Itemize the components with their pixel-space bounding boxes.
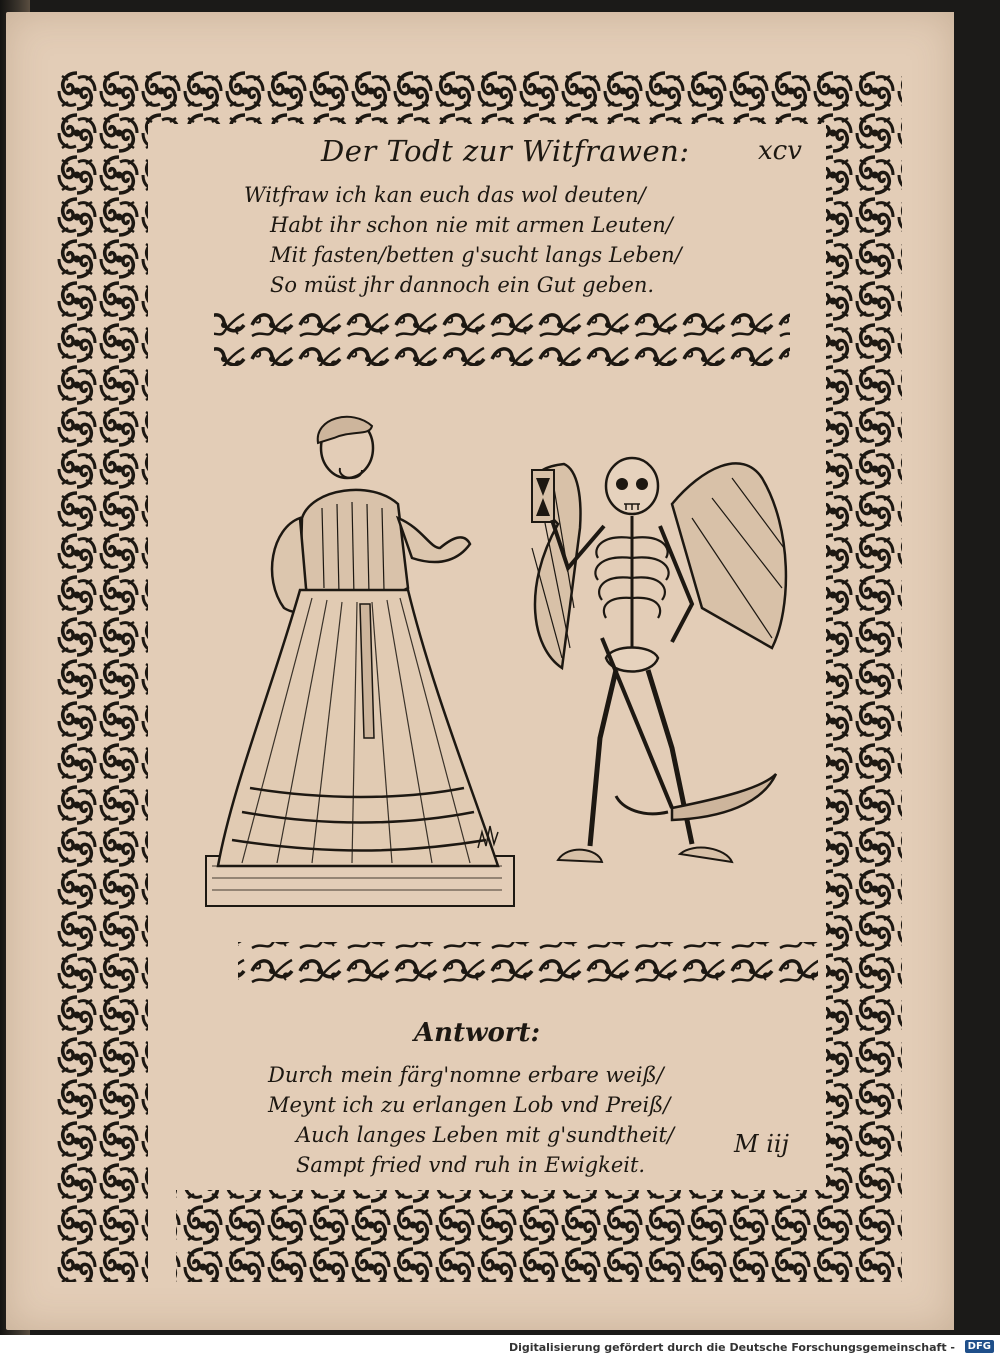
- verse-line: Witfraw ich kan euch das wol deuten/: [244, 183, 646, 207]
- footer-bar: [0, 1335, 1000, 1360]
- folio-number: xcv: [758, 136, 802, 166]
- signature-mark: M iij: [734, 1130, 789, 1158]
- verse-line: Durch mein färg'nomne erbare weiß/: [268, 1063, 664, 1087]
- running-head: Der Todt zur Witfrawen:: [321, 134, 690, 168]
- verse-line: Mit fasten/betten g'sucht langs Leben/: [270, 243, 682, 267]
- death-verse: [244, 180, 682, 300]
- dfg-logo[interactable]: DFG: [965, 1340, 994, 1353]
- woodcut-illustration: [202, 408, 802, 928]
- funding-credit: Digitalisierung gefördert durch die Deutsche Forschungsgemeinschaft -: [508, 1341, 955, 1354]
- verse-line: Sampt fried vnd ruh in Ewigkeit.: [296, 1153, 646, 1177]
- verse-line: Meynt ich zu erlangen Lob vnd Preiß/: [268, 1093, 671, 1117]
- book-page: [6, 12, 954, 1330]
- skeleton-figure: [532, 458, 786, 862]
- verse-line: So müst jhr dannoch ein Gut geben.: [270, 273, 655, 297]
- verse-line: Habt ihr schon nie mit armen Leuten/: [270, 213, 673, 237]
- widow-answer-verse: [268, 1060, 674, 1180]
- widow-figure: [206, 417, 514, 906]
- verse-line: Auch langes Leben mit g'sundtheit/: [296, 1123, 675, 1147]
- answer-heading: Antwort:: [414, 1018, 541, 1048]
